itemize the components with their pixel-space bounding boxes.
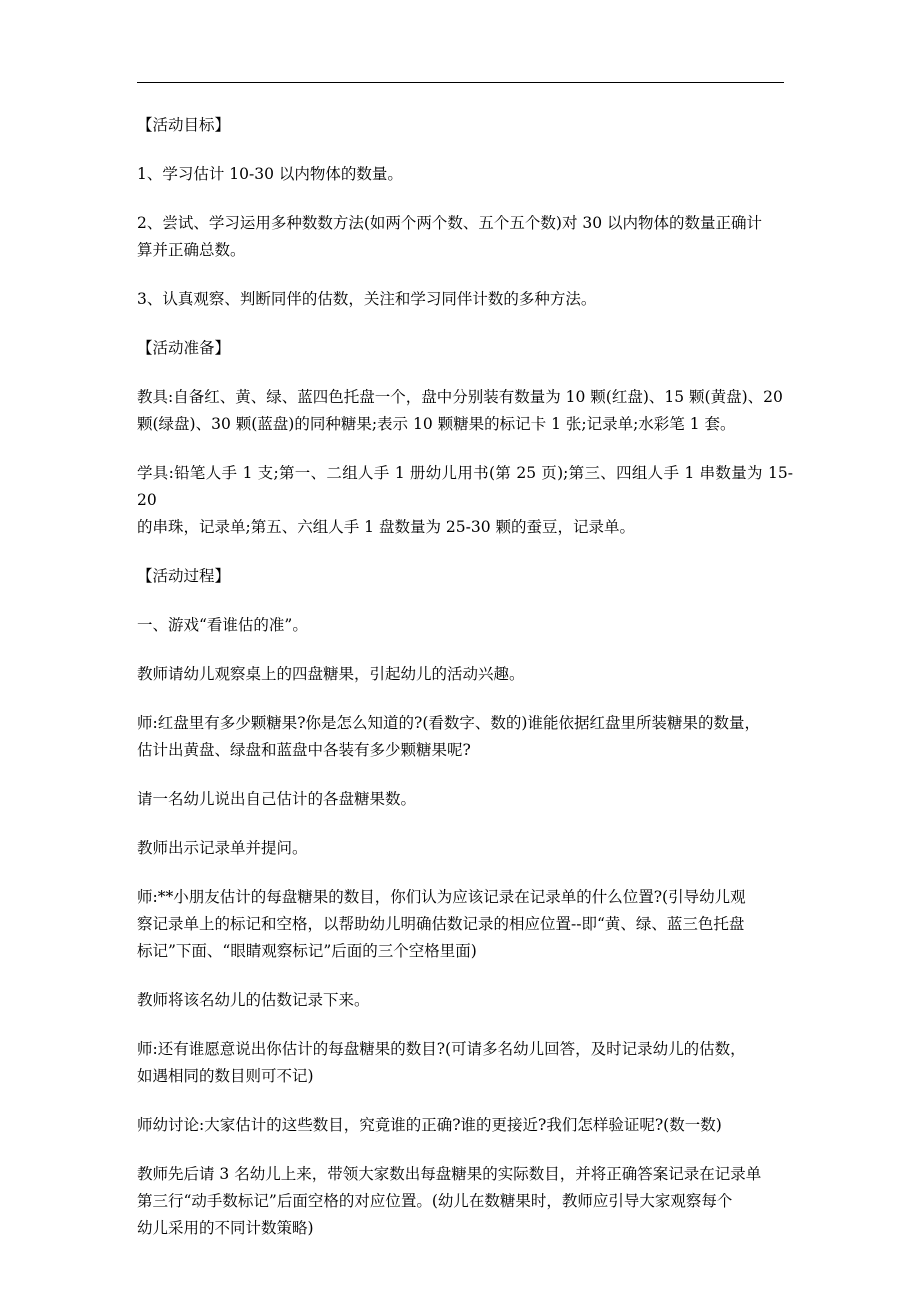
process-step-1-title: 一、游戏“看谁估的准”。 [137,616,308,634]
document-body [137,112,793,1264]
goal-item-2: 2、尝试、学习运用多种数数方法(如两个两个数、五个五个数)对 30 以内物体的数量正确计 算并正确总数。 [137,214,763,259]
process-paragraph: 师幼讨论:大家估计的这些数目，究竟谁的正确?谁的更接近?我们怎样验证呢?(数一数) [137,1116,722,1134]
process-paragraph: 教师先后请 3 名幼儿上来，带领大家数出每盘糖果的实际数目，并将正确答案记录在记录单 第三行“动手数标记”后面空格的对应位置。(幼儿在数糖果时，教师应引导大家观察每个 幼儿采用的不同计数策略) [137,1165,762,1237]
goal-item-3: 3、认真观察、判断同伴的估数，关注和学习同伴计数的多种方法。 [137,290,597,308]
header-rule [137,82,784,83]
section-heading-goals: 【活动目标】 [137,116,231,134]
process-paragraph: 师:红盘里有多少颗糖果?你是怎么知道的?(看数字、数的)谁能依据红盘里所装糖果的数量， 估计出黄盘、绿盘和蓝盘中各装有多少颗糖果呢? [137,714,760,759]
process-paragraph: 师:还有谁愿意说出你估计的每盘糖果的数目?(可请多名幼儿回答，及时记录幼儿的估数， 如遇相同的数目则可不记) [137,1040,746,1085]
learning-materials: 学具:铅笔人手 1 支;第一、二组人手 1 册幼儿用书(第 25 页);第三、四组人手 1 串数量为 15-20 的串珠，记录单;第五、六组人手 1 盘数量为 25-30 颗的蚕豆，记录单。 [137,464,793,536]
process-paragraph: 请一名幼儿说出自己估计的各盘糖果数。 [137,790,417,808]
process-paragraph: 教师将该名幼儿的估数记录下来。 [137,991,370,1009]
goal-item-1: 1、学习估计 10-30 以内物体的数量。 [137,165,403,183]
process-paragraph: 教师出示记录单并提问。 [137,839,308,857]
section-heading-preparation: 【活动准备】 [137,339,231,357]
process-paragraph: 教师请幼儿观察桌上的四盘糖果，引起幼儿的活动兴趣。 [137,665,525,683]
teaching-materials: 教具:自备红、黄、绿、蓝四色托盘一个，盘中分别装有数量为 10 颗(红盘)、15 颗(黄盘)、20 颗(绿盘)、30 颗(蓝盘)的同种糖果;表示 10 颗糖果的标记卡 1 张;记录单;水彩笔 1 套。 [137,388,783,433]
section-heading-process: 【活动过程】 [137,567,231,585]
process-paragraph: 师:**小朋友估计的每盘糖果的数目，你们认为应该记录在记录单的什么位置?(引导幼儿观 察记录单上的标记和空格，以帮助幼儿明确估数记录的相应位置--即“黄、绿、蓝三色托盘 标记”下面、“眼睛观察标记”后面的三个空格里面) [137,888,746,960]
